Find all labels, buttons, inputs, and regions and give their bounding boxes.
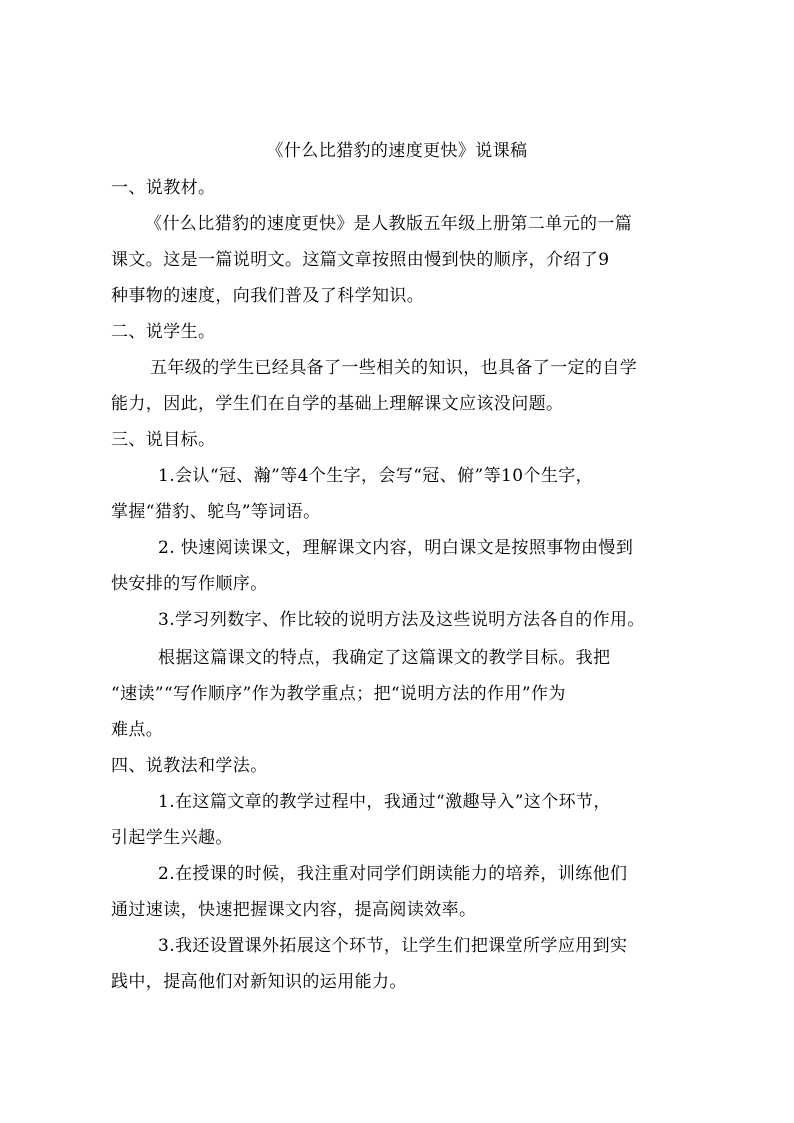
paragraph-line: 快安排的写作顺序。 — [111, 574, 268, 594]
paragraph-line: 掌握“猎豹、鸵鸟”等词语。 — [111, 502, 321, 522]
paragraph-line: 3.我还设置课外拓展这个环节，让学生们把课堂所学应用到实 — [158, 936, 628, 956]
paragraph-line: 3.学习列数字、作比较的说明方法及这些说明方法各自的作用。 — [158, 610, 645, 630]
paragraph-line: 引起学生兴趣。 — [111, 828, 233, 848]
paragraph-line: 种事物的速度，向我们普及了科学知识。 — [111, 286, 425, 306]
paragraph-line: 践中，提高他们对新知识的运用能力。 — [111, 972, 407, 992]
paragraph-line: 1.会认“冠、瀚”等4个生字，会写“冠、俯”等10个生字， — [158, 466, 594, 486]
paragraph-line: 课文。这是一篇说明文。这篇文章按照由慢到快的顺序，介绍了9 — [111, 250, 610, 270]
paragraph-line: 五年级的学生已经具备了一些相关的知识，也具备了一定的自学 — [150, 358, 638, 378]
paragraph-line: 《什么比猎豹的速度更快》是人教版五年级上册第二单元的一篇 — [145, 214, 633, 234]
paragraph-line: 能力，因此，学生们在自学的基础上理解课文应该没问题。 — [111, 394, 564, 414]
paragraph-line: 难点。 — [111, 720, 164, 740]
section-heading-textbook: 一、说教材。 — [111, 178, 216, 198]
paragraph-line: 根据这篇课文的特点，我确定了这篇课文的教学目标。我把 — [158, 648, 611, 668]
paragraph-line: 1.在这篇文章的教学过程中，我通过“激趣导入”这个环节， — [158, 792, 611, 812]
paragraph-line: 2. 快速阅读课文，理解课文内容，明白课文是按照事物由慢到 — [158, 538, 634, 558]
paragraph-line: 2.在授课的时候，我注重对同学们朗读能力的培养，训练他们 — [158, 864, 628, 884]
section-heading-goals: 三、说目标。 — [111, 430, 216, 450]
paragraph-line: “速读”“写作顺序”作为教学重点；把“说明方法的作用”作为 — [111, 684, 566, 704]
paragraph-line: 通过速读，快速把握课文内容，提高阅读效率。 — [111, 900, 477, 920]
document-title: 《什么比猎豹的速度更快》说课稿 — [266, 141, 528, 161]
section-heading-methods: 四、说教法和学法。 — [111, 756, 268, 776]
section-heading-students: 二、说学生。 — [111, 322, 216, 342]
